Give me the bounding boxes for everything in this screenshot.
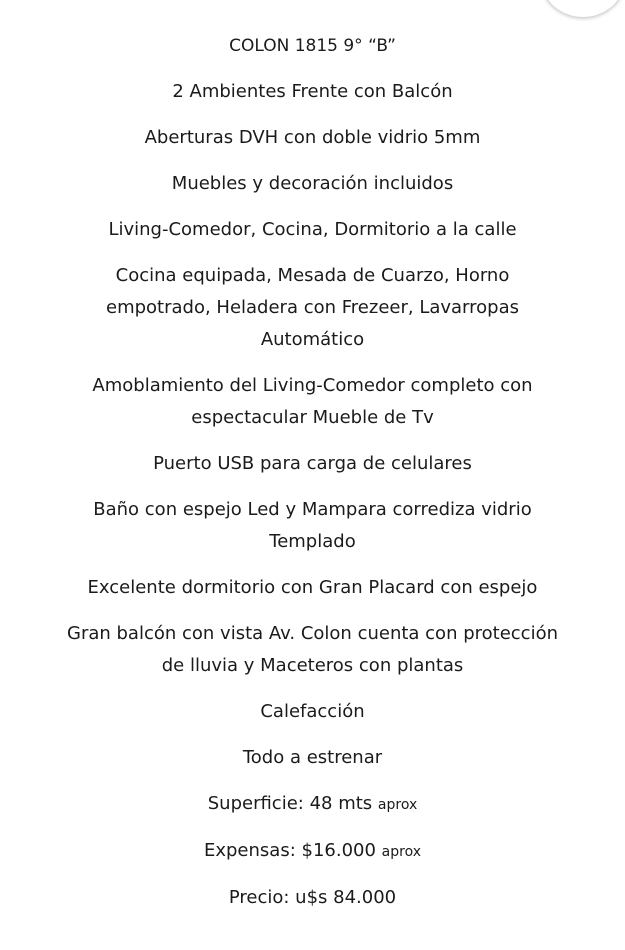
feature-line: Muebles y decoración incluidos bbox=[171, 173, 454, 194]
feature-line: Amoblamiento del Living-Comedor completo con espectacular Mueble de Tv bbox=[92, 375, 533, 428]
feature-line: Living-Comedor, Cocina, Dormitorio a la calle bbox=[108, 219, 517, 240]
listing-title: COLON 1815 9° “B” bbox=[229, 36, 396, 56]
feature-line: Baño con espejo Led y Mampara corrediza vidrio Templado bbox=[93, 499, 532, 552]
superficie-label: Superficie: 48 mts bbox=[207, 793, 373, 814]
precio-line: Precio: u$s 84.000 bbox=[228, 887, 397, 908]
feature-line: Aberturas DVH con doble vidrio 5mm bbox=[144, 127, 481, 148]
superficie-suffix: aprox bbox=[377, 797, 418, 813]
feature-line: 2 Ambientes Frente con Balcón bbox=[172, 81, 453, 102]
feature-line: Excelente dormitorio con Gran Placard con espejo bbox=[87, 577, 538, 598]
feature-line: Calefacción bbox=[260, 701, 365, 722]
feature-line: Gran balcón con vista Av. Colon cuenta con protección de lluvia y Maceteros con plantas bbox=[67, 623, 558, 676]
feature-line: Puerto USB para carga de celulares bbox=[153, 453, 472, 474]
feature-line: Cocina equipada, Mesada de Cuarzo, Horno empotrado, Heladera con Frezeer, Lavarropas Automático bbox=[106, 265, 519, 350]
feature-line: Todo a estrenar bbox=[242, 747, 383, 768]
expensas-label: Expensas: $16.000 bbox=[203, 840, 376, 861]
expensas-line bbox=[0, 835, 625, 868]
expensas-suffix: aprox bbox=[381, 844, 422, 860]
superficie-line bbox=[0, 788, 625, 821]
